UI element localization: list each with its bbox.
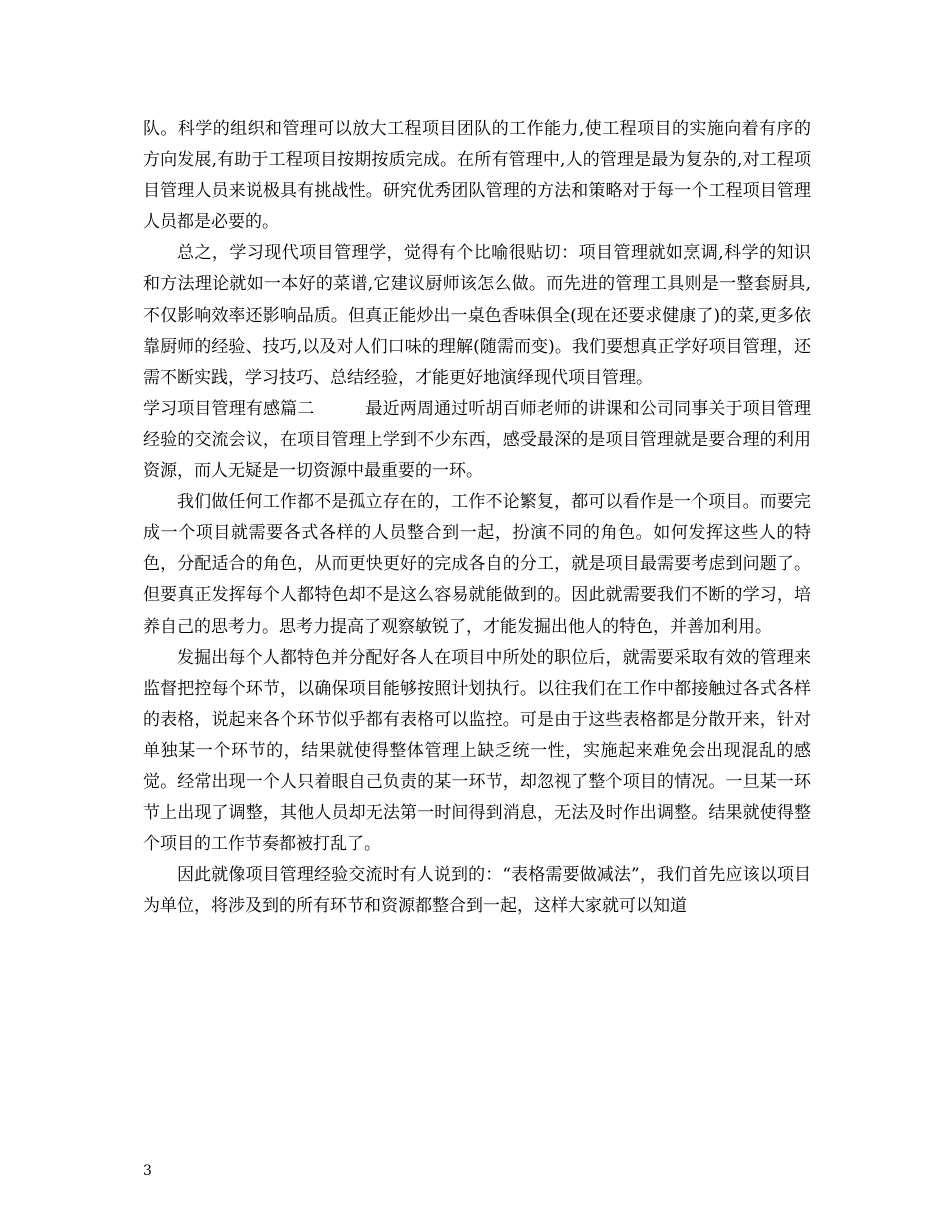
paragraph-3: 学习项目管理有感篇二 最近两周通过听胡百师老师的讲课和公司同事关于项目管理经验的交流会议，在项目管理上学到不少东西，感受最深的是项目管理就是要合理的利用资源，而人无疑是一切资源中最重要的一环。 [143, 398, 812, 482]
body-text [143, 114, 811, 922]
section-heading: 学习项目管理有感篇二 [143, 398, 315, 419]
paragraph-2: 总之，学习现代项目管理学，觉得有个比喻很贴切：项目管理就如烹调,科学的知识和方法理论就如一本好的菜谱,它建议厨师该怎么做。而先进的管理工具则是一整套厨具,不仅影响效率还影响品质。但真正能炒出一桌色香味俱全(现在还要求健康了)的菜,更多依靠厨师的经验、技巧,以及对人们口味的理解(随需而变)。我们要想真正学好项目管理，还需不断实践，学习技巧、总结经验，才能更好地演绎现代项目管理。 [143, 243, 812, 388]
paragraph-1: 队。科学的组织和管理可以放大工程项目团队的工作能力,使工程项目的实施向着有序的方向发展,有助于工程项目按期按质完成。在所有管理中,人的管理是最为复杂的,对工程项目管理人员来说极具有挑战性。研究优秀团队管理的方法和策略对于每一个工程项目管理人员都是必要的。 [143, 119, 812, 233]
paragraph-4: 我们做任何工作都不是孤立存在的，工作不论繁复，都可以看作是一个项目。而要完成一个项目就需要各式各样的人员整合到一起，扮演不同的角色。如何发挥这些人的特色，分配适合的角色，从而更快更好的完成各自的分工，就是项目最需要考虑到问题了。但要真正发挥每个人都特色却不是这么容易就能做到的。因此就需要我们不断的学习，培养自己的思考力。思考力提高了观察敏锐了，才能发掘出他人的特色，并善加利用。 [143, 492, 812, 637]
paragraph-6: 因此就像项目管理经验交流时有人说到的：“表格需要做减法”，我们首先应该以项目为单位，将涉及到的所有环节和资源都整合到一起，这样大家就可以知道 [143, 865, 811, 917]
paragraph-5: 发掘出每个人都特色并分配好各人在项目中所处的职位后，就需要采取有效的管理来监督把控每个环节，以确保项目能够按照计划执行。以往我们在工作中都接触过各式各样的表格，说起来各个环节似乎都有表格可以监控。可是由于这些表格都是分散开来，针对单独某一个环节的，结果就使得整体管理上缺乏统一性，实施起来难免会出现混乱的感觉。经常出现一个人只着眼自己负责的某一环节，却忽视了整个项目的情况。一旦某一环节上出现了调整，其他人员却无法第一时间得到消息，无法及时作出调整。结果就使得整个项目的工作节奏都被打乱了。 [143, 647, 812, 855]
page-number: 3 [143, 1163, 152, 1179]
